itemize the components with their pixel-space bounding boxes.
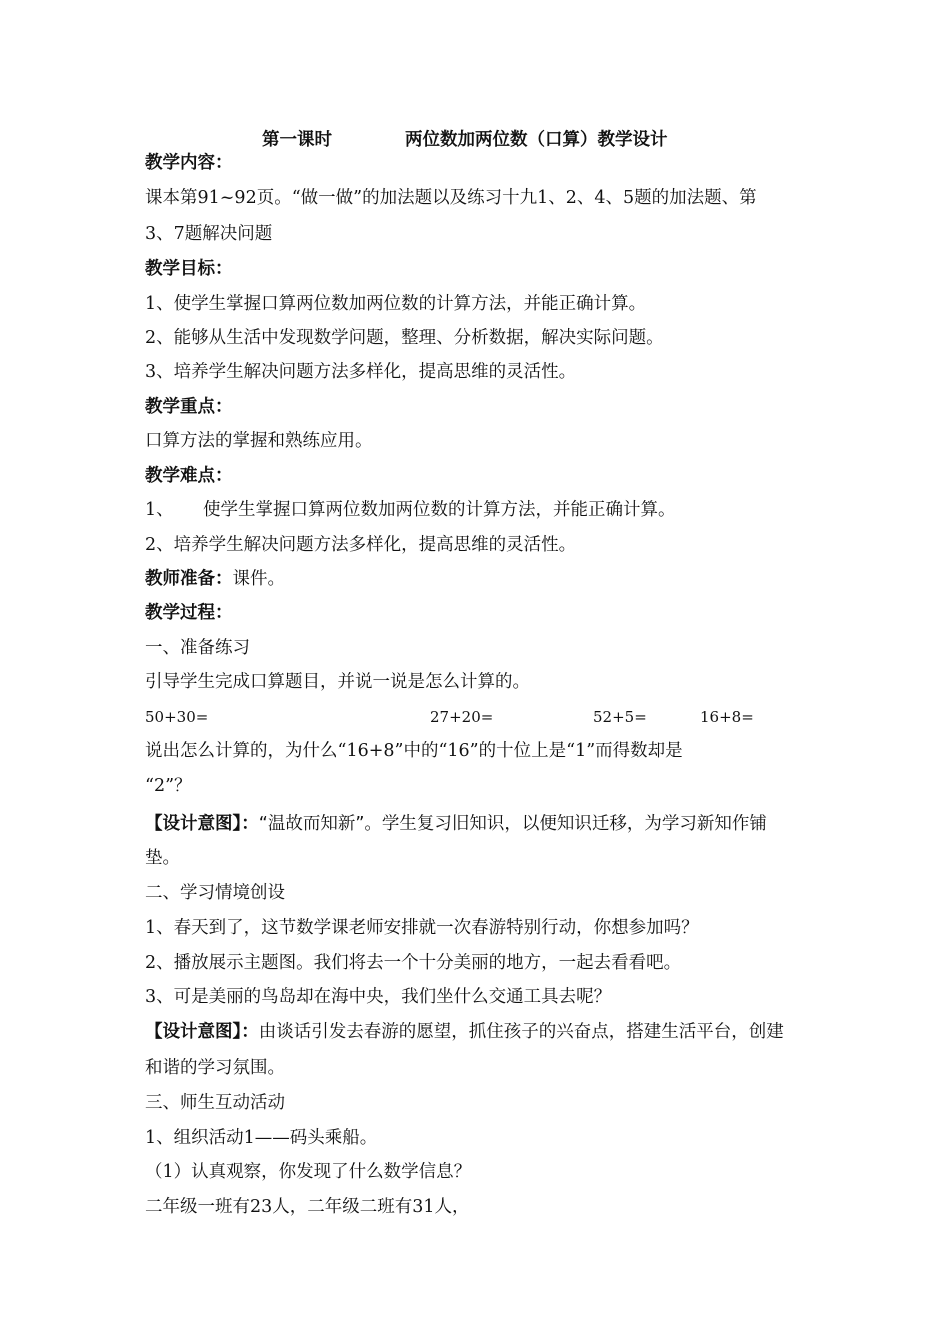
prep-line [145, 567, 285, 591]
key-heading: 教学重点： [145, 397, 233, 417]
prep-label: 教师准备： [145, 569, 233, 589]
section-2-title: 二、学习情境创设 [145, 883, 285, 903]
calc-item-2: 27+20= [430, 708, 494, 726]
content-line-2: 3、7题解决问题 [145, 224, 273, 244]
calc-item-4: 16+8= [700, 708, 754, 726]
key-text: 口算方法的掌握和熟练应用。 [145, 431, 373, 451]
title-topic: 两位数加两位数（口算）教学设计 [405, 130, 668, 150]
section-3-sub-1: （1）认真观察，你发现了什么数学信息？ [145, 1162, 472, 1182]
title-lesson: 第一课时 [262, 130, 332, 150]
intent-2-label: 【设计意图】： [145, 1022, 259, 1042]
section-1-question-line-1: 说出怎么计算的，为什么“16+8”中的“16”的十位上是“1”而得数却是 [145, 741, 683, 761]
goals-heading: 教学目标： [145, 259, 233, 279]
difficulty-1-text: 使学生掌握口算两位数加两位数的计算方法，并能正确计算。 [203, 500, 676, 520]
goal-3: 3、培养学生解决问题方法多样化，提高思维的灵活性。 [145, 362, 577, 382]
difficulty-1-number: 1、 [145, 500, 174, 520]
section-3-info: 二年级一班有23人，二年级二班有31人， [145, 1197, 470, 1217]
content-line-1: 课本第91~92页。“做一做”的加法题以及练习十九1、2、4、5题的加法题、第 [145, 188, 757, 208]
section-1-question-line-2: “2”？ [145, 776, 192, 796]
prep-text: 课件。 [232, 569, 285, 589]
section-2-item-1: 1、春天到了，这节数学课老师安排就一次春游特别行动，你想参加吗？ [145, 918, 699, 938]
section-3-item-1: 1、组织活动1——码头乘船。 [145, 1128, 378, 1148]
section-1-title: 一、准备练习 [145, 638, 250, 658]
intent-2-text: 由谈话引发去春游的愿望，抓住孩子的兴奋点，搭建生活平台，创建 [258, 1022, 784, 1042]
calc-item-3: 52+5= [593, 708, 647, 726]
calc-item-1: 50+30= [145, 708, 209, 726]
intent-1-label: 【设计意图】： [145, 814, 259, 834]
goal-1: 1、使学生掌握口算两位数加两位数的计算方法，并能正确计算。 [145, 294, 647, 314]
intent-2-line-2: 和谐的学习氛围。 [145, 1058, 285, 1078]
goal-2: 2、能够从生活中发现数学问题，整理、分析数据，解决实际问题。 [145, 328, 664, 348]
intent-1-text: “温故而知新”。学生复习旧知识，以便知识迁移，为学习新知作铺 [258, 814, 767, 834]
section-2-item-3: 3、可是美丽的鸟岛却在海中央，我们坐什么交通工具去呢？ [145, 987, 612, 1007]
section-1-intro: 引导学生完成口算题目，并说一说是怎么计算的。 [145, 672, 530, 692]
intent-2-line-1 [145, 1020, 784, 1044]
content-heading: 教学内容： [145, 153, 233, 173]
section-2-item-2: 2、播放展示主题图。我们将去一个十分美丽的地方，一起去看看吧。 [145, 953, 682, 973]
intent-1-line-2: 垫。 [145, 848, 180, 868]
section-3-title: 三、师生互动活动 [145, 1093, 285, 1113]
difficulty-2: 2、培养学生解决问题方法多样化，提高思维的灵活性。 [145, 535, 577, 555]
process-heading: 教学过程： [145, 603, 233, 623]
difficulty-heading: 教学难点： [145, 466, 233, 486]
intent-1-line-1 [145, 812, 767, 836]
